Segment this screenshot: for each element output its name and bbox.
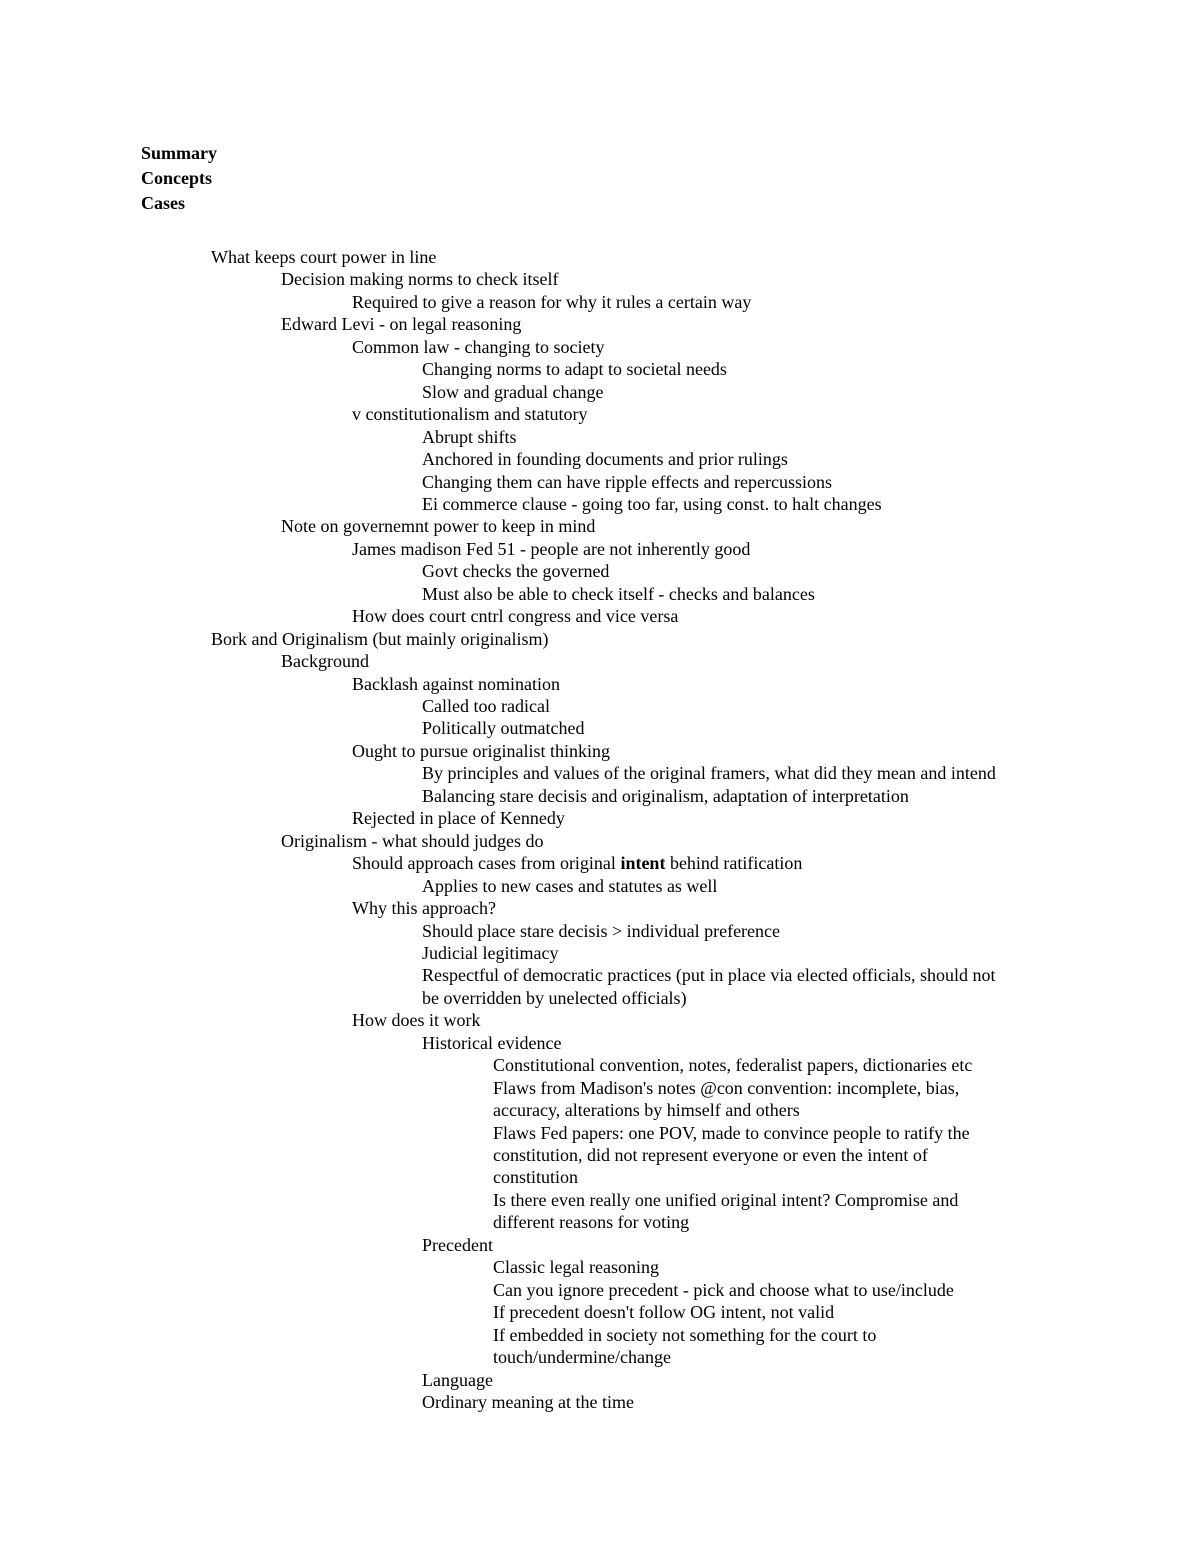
outline-text: What keeps court power in line bbox=[211, 247, 437, 267]
heading-summary: Summary bbox=[141, 143, 217, 163]
outline-text: Balancing stare decisis and originalism, adaptation of interpretation bbox=[422, 785, 909, 806]
outline-text: accuracy, alterations by himself and others bbox=[493, 1100, 800, 1121]
outline-text: Flaws from Madison's notes @con convention: incomplete, bias, bbox=[493, 1077, 960, 1098]
outline-text: Applies to new cases and statutes as well bbox=[422, 875, 718, 896]
outline-text: Precedent bbox=[422, 1234, 493, 1255]
outline-text: different reasons for voting bbox=[493, 1212, 690, 1233]
outline-text: Ei commerce clause - going too far, using const. to halt changes bbox=[422, 493, 882, 514]
outline-text: Backlash against nomination bbox=[352, 673, 560, 694]
outline-text: James madison Fed 51 - people are not inherently good bbox=[352, 538, 751, 559]
outline-text: Ought to pursue originalist thinking bbox=[352, 740, 610, 761]
outline-text: Why this approach? bbox=[352, 898, 496, 919]
outline-bold-text: intent bbox=[620, 853, 666, 874]
outline-text: Note on governemnt power to keep in mind bbox=[281, 516, 596, 537]
outline-text: Decision making norms to check itself bbox=[281, 269, 559, 290]
outline-text: Classic legal reasoning bbox=[493, 1257, 659, 1278]
outline-text: Originalism - what should judges do bbox=[281, 830, 544, 851]
outline-text: Language bbox=[422, 1369, 493, 1390]
outline-text: touch/undermine/change bbox=[493, 1347, 671, 1368]
outline-text: Respectful of democratic practices (put in place via elected officials, should not bbox=[422, 965, 996, 986]
outline-text: constitution, did not represent everyone or even the intent of bbox=[493, 1145, 928, 1165]
outline-text: Ordinary meaning at the time bbox=[422, 1391, 634, 1412]
outline-text: Background bbox=[281, 651, 369, 672]
outline-text: How does court cntrl congress and vice versa bbox=[352, 606, 679, 627]
outline-text: Changing them can have ripple effects and repercussions bbox=[422, 471, 833, 492]
outline-text: How does it work bbox=[352, 1010, 481, 1031]
outline-text: Must also be able to check itself - checks and balances bbox=[422, 583, 815, 604]
outline-text: Politically outmatched bbox=[422, 718, 585, 739]
outline-text: If precedent doesn't follow OG intent, not valid bbox=[493, 1302, 835, 1323]
outline-text: Slow and gradual change bbox=[422, 381, 604, 402]
outline-text: Should approach cases from original intent behind ratification bbox=[352, 853, 803, 874]
outline-text: Abrupt shifts bbox=[422, 426, 517, 447]
outline-text: Anchored in founding documents and prior rulings bbox=[422, 449, 788, 470]
heading-concepts: Concepts bbox=[141, 168, 212, 188]
outline-text: By principles and values of the original framers, what did they mean and intend bbox=[422, 763, 996, 784]
outline-text: If embedded in society not something for the court to bbox=[493, 1324, 877, 1345]
outline-text: Called too radical bbox=[422, 696, 550, 716]
outline-text: Bork and Originalism (but mainly originalism) bbox=[211, 628, 549, 649]
outline-text: Govt checks the governed bbox=[422, 561, 610, 582]
outline-text: Judicial legitimacy bbox=[422, 942, 559, 963]
outline-text: constitution bbox=[493, 1167, 578, 1188]
outline-text: v constitutionalism and statutory bbox=[352, 404, 588, 425]
outline-text: Flaws Fed papers: one POV, made to convince people to ratify the bbox=[493, 1122, 970, 1143]
outline-text: Is there even really one unified original intent? Compromise and bbox=[493, 1189, 959, 1210]
outline-text: Should place stare decisis > individual preference bbox=[422, 920, 781, 941]
outline-text: Edward Levi - on legal reasoning bbox=[281, 314, 522, 335]
outline-text: Common law - changing to society bbox=[352, 336, 605, 357]
heading-cases: Cases bbox=[141, 193, 185, 213]
outline-text: Historical evidence bbox=[422, 1032, 562, 1053]
outline-text: Required to give a reason for why it rules a certain way bbox=[352, 291, 752, 312]
outline-text: be overridden by unelected officials) bbox=[422, 987, 687, 1008]
outline-text: Constitutional convention, notes, federalist papers, dictionaries etc bbox=[493, 1055, 973, 1076]
outline-text: Can you ignore precedent - pick and choose what to use/include bbox=[493, 1279, 954, 1300]
outline-text: Changing norms to adapt to societal needs bbox=[422, 359, 727, 380]
outline-text: Rejected in place of Kennedy bbox=[352, 808, 565, 829]
